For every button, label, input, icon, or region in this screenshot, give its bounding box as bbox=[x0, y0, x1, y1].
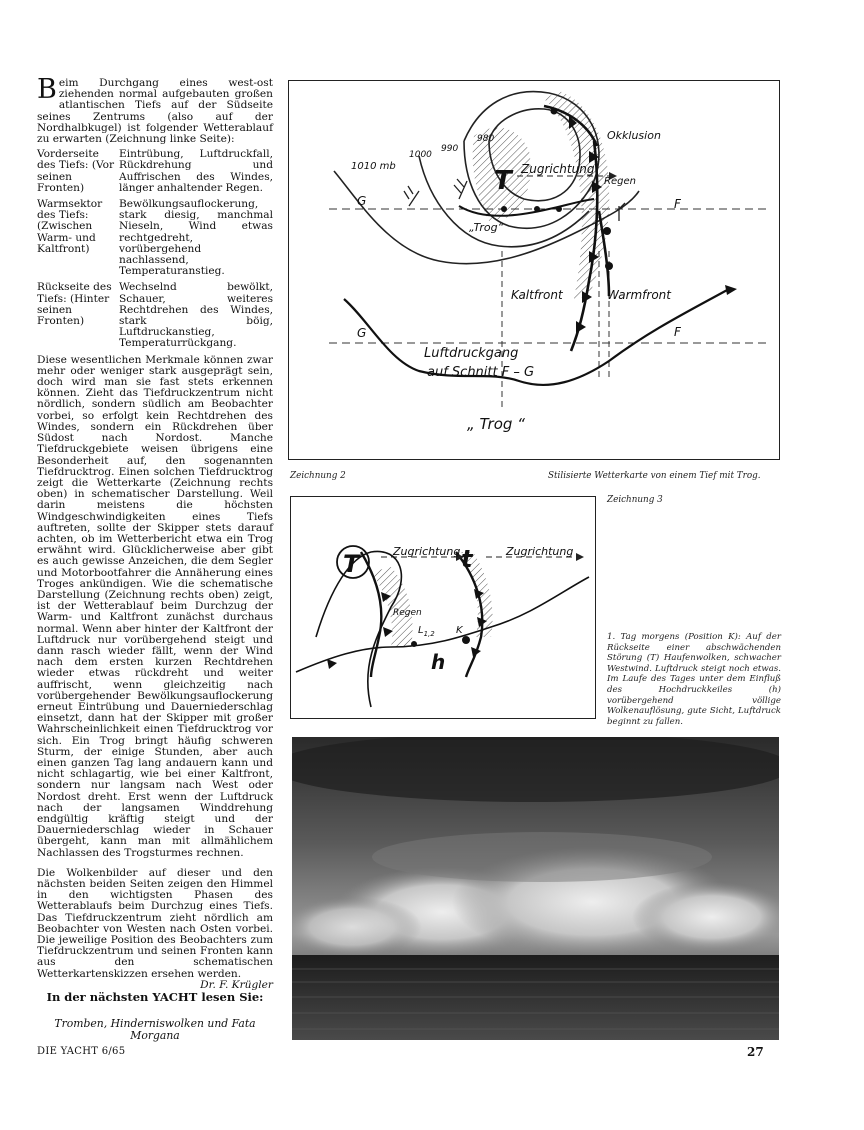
figure-weather-map-trough bbox=[288, 80, 780, 460]
direction-label-1: Zugrichtung bbox=[393, 545, 461, 558]
isobar-label-1000: 1000 bbox=[409, 150, 432, 160]
trough-label-small: „Trog“ bbox=[469, 221, 504, 234]
figure2-label: Zeichnung 2 bbox=[290, 471, 346, 481]
occlusion-label: Okklusion bbox=[607, 129, 661, 142]
profile-arrow-head bbox=[725, 285, 737, 295]
direction-label: Zugrichtung bbox=[521, 162, 595, 176]
figure3-label: Zeichnung 3 bbox=[607, 495, 663, 505]
point-g-lower: G bbox=[357, 326, 367, 340]
cloud-photo bbox=[292, 737, 779, 1040]
weather-phase-table bbox=[37, 149, 273, 349]
warm-front-label: Warmfront bbox=[607, 288, 671, 302]
figure2-caption: Stilisierte Wetterkarte von einem Tief mit Trog. bbox=[548, 471, 761, 481]
magazine-issue: DIE YACHT 6/65 bbox=[37, 1046, 126, 1057]
rain-area-hatch bbox=[544, 91, 609, 299]
occlusion-symbol bbox=[551, 108, 558, 115]
high-pressure-label: h bbox=[431, 650, 446, 674]
station-dot bbox=[556, 206, 562, 212]
profile-label-line1: Luftdruckgang bbox=[424, 346, 519, 361]
page-number: 27 bbox=[747, 1045, 764, 1059]
teaser-text: Tromben, Hinderniswolken und Fata Morgana bbox=[54, 1017, 256, 1042]
figure-weather-sketch-day1 bbox=[290, 496, 596, 719]
station-dot bbox=[411, 641, 417, 647]
station-dot bbox=[534, 206, 540, 212]
profile-label-line2: auf Schnitt F – G bbox=[427, 365, 535, 380]
wind-barb bbox=[404, 186, 419, 206]
wind-barb bbox=[454, 179, 467, 199]
cold-front-label: Kaltfront bbox=[511, 288, 563, 302]
body-paragraph: Diese wesentlichen Merkmale können zwar mehr oder weniger stark ausgeprägt sein, doch wird man sie fast stets erkennen können. Zieht das Tiefdruckzentrum nicht nördlich, sondern südlich am Beobachter vorbei, so erfolgt kein Rechtdrehen des Windes, sondern ein Rückdrehen über Südost nach Nordost. Manche Tiefdruckgebiete weisen übrigens eine Besonderheit auf, den sogenannten Tiefdrucktrog. Einen solchen Tiefdrucktrog zeigt die Wetterkarte (Zeichnung rechts oben) in schematischer Darstellung. Weil darin meistens die höchsten Windgeschwindigkeiten eines Tiefs auftreten, sollte der Skipper stets darauf achten, ob im Wetterbericht etwa ein Trog erwähnt wird. Glücklicherweise aber gibt es auch gewisse Anzeichen, die dem Segler und Motorbootfahrer die Annäherung eines Troges ankündigen. Wie die schematische Darstellung (Zeichnung rechts oben) zeigt, ist der Wetterablauf beim Durchzug der Warm- und Kaltfront zunächst durchaus normal. Wenn aber hinter der Kaltfront der Luftdruck nur vorübergehend steigt und dann rasch wieder fällt, wenn der Wind nach dem ersten kurzen Rechtdrehen wieder etwas rückdreht und weiter auffrischt, wenn gleichzeitig nach vorübergehender Bewölkungsauflockerung erneut Eintrübung und Dauerniederschlag einsetzt, dann hat der Skipper mit großer Wahrscheinlichkeit einen Tiefdrucktrog vor sich. Ein Trog bringt häufig schweren Sturm, der einige Stunden, aber auch einen ganzen Tag lang andauern kann und nicht schlagartig, wie bei einer Kaltfront, sondern nur langsam nach West oder Nordost dreht. Erst wenn der Luftdruck nach der langsamen Winddrehung endgültig kräftig steigt und der Dauerniederschlag wieder in Schauer übergeht, kann man mit allmählichem Nachlassen des Trogsturmes rechnen. bbox=[37, 353, 273, 859]
low-pressure-label: T bbox=[494, 166, 512, 196]
dark-cloud-band bbox=[292, 737, 779, 802]
station-dot bbox=[501, 206, 507, 212]
warm-front-symbol bbox=[603, 227, 611, 235]
phase-row-warm-sector bbox=[37, 199, 273, 277]
isobar-label-980: 980 bbox=[477, 134, 495, 144]
direction-label-2: Zugrichtung bbox=[506, 545, 574, 558]
closing-paragraph bbox=[37, 866, 273, 991]
drop-cap: B bbox=[37, 74, 57, 105]
isobar-label-990: 990 bbox=[441, 144, 459, 154]
direction-arrow-head bbox=[576, 553, 584, 561]
author-signature: Dr. F. Krügler bbox=[200, 978, 273, 991]
weather-map-svg bbox=[289, 81, 778, 458]
point-f-lower: F bbox=[674, 325, 681, 339]
teaser-heading: In der nächsten YACHT lesen Sie: bbox=[46, 990, 264, 1004]
figure3-caption: 1. Tag morgens (Position K): Auf der Rückseite einer abschwächenden Störung (T) Haufenwolken, schwacher Westwind. Luftdruck steigt noch etwas. Im Laufe des Tages unter dem Einfluß des Hochdruckkeiles (h) vorübergehend völlige Wolkenauflösung, gute Sicht, Luftdruck beginnt zu fallen. bbox=[607, 632, 781, 727]
phase-description: Wechselnd bewölkt, Schauer, weiteres Rechtdrehen des Windes, stark böig, Luftdruckanstieg, Temperaturrückgang. bbox=[119, 281, 273, 350]
low-old-label: T bbox=[343, 550, 360, 578]
intro-text: eim Durchgang eines west-ost ziehenden normal aufgebauten großen atlantischen Tiefs auf der Südseite seines Zentrums (also auf der Nordhalbkugel) ist folgender Wetterablauf zu erwarten (Zeichnung linke Seite): bbox=[37, 77, 273, 146]
closing-text: Die Wolkenbilder auf dieser und den nächsten beiden Seiten zeigen den Himmel in den wichtigsten Phasen des Wetterablaufs beim Durchzug eines Tiefs. Das Tiefdruckzentrum zieht nördlich am Beobachter von Westen nach Osten vorbei. Die jeweilige Position des Beobachters zum Tiefdruckzentrum und seinen Fronten kann aus den schematischen Wetterkartenskizzen ersehen werden. bbox=[37, 866, 273, 980]
pressure-profile-curve bbox=[344, 289, 729, 385]
low-new-label: t bbox=[461, 545, 473, 573]
isobar-label-1010: 1010 mb bbox=[351, 161, 396, 172]
front-symbol bbox=[383, 627, 393, 637]
cloud-layer bbox=[372, 832, 712, 882]
observer-l: L bbox=[418, 625, 424, 636]
phase-term: Vorderseite des Tiefs: (Vor seinen Fronten) bbox=[37, 148, 115, 194]
sketch-svg bbox=[291, 497, 594, 717]
front-symbol bbox=[327, 659, 337, 669]
point-f-upper: F bbox=[674, 197, 681, 211]
observer-l-label bbox=[418, 625, 435, 638]
observer-k-label: K bbox=[456, 625, 463, 636]
article-column bbox=[37, 74, 273, 991]
cloud-photo-svg bbox=[292, 737, 779, 1040]
rain-label: Regen bbox=[393, 608, 422, 618]
warm-front-symbol bbox=[605, 262, 613, 270]
intro-paragraph bbox=[37, 74, 273, 146]
point-g-upper: G bbox=[357, 194, 367, 208]
trough-label-big: „ Trog “ bbox=[467, 415, 525, 433]
phase-description: Eintrübung, Luftdruckfall, Rückdrehung und Auffrischen des Windes, länger anhaltender Regen. bbox=[119, 148, 273, 194]
phase-term: Rückseite des Tiefs: (Hinter seinen Fronten) bbox=[37, 281, 112, 328]
phase-row-rear bbox=[37, 282, 273, 349]
phase-term: Warmsektor des Tiefs: (Zwischen Warm- und Kaltfront) bbox=[37, 198, 103, 255]
station-dot bbox=[462, 636, 470, 644]
phase-row-front bbox=[37, 149, 273, 194]
rain-label: Regen bbox=[604, 176, 636, 187]
phase-description: Bewölkungsauflockerung, stark diesig, manchmal Nieseln, Wind etwas rechtgedreht, vorübergehend nachlassend, Temperaturanstieg. bbox=[119, 198, 273, 278]
observer-l-sub: 1,2 bbox=[423, 630, 435, 638]
